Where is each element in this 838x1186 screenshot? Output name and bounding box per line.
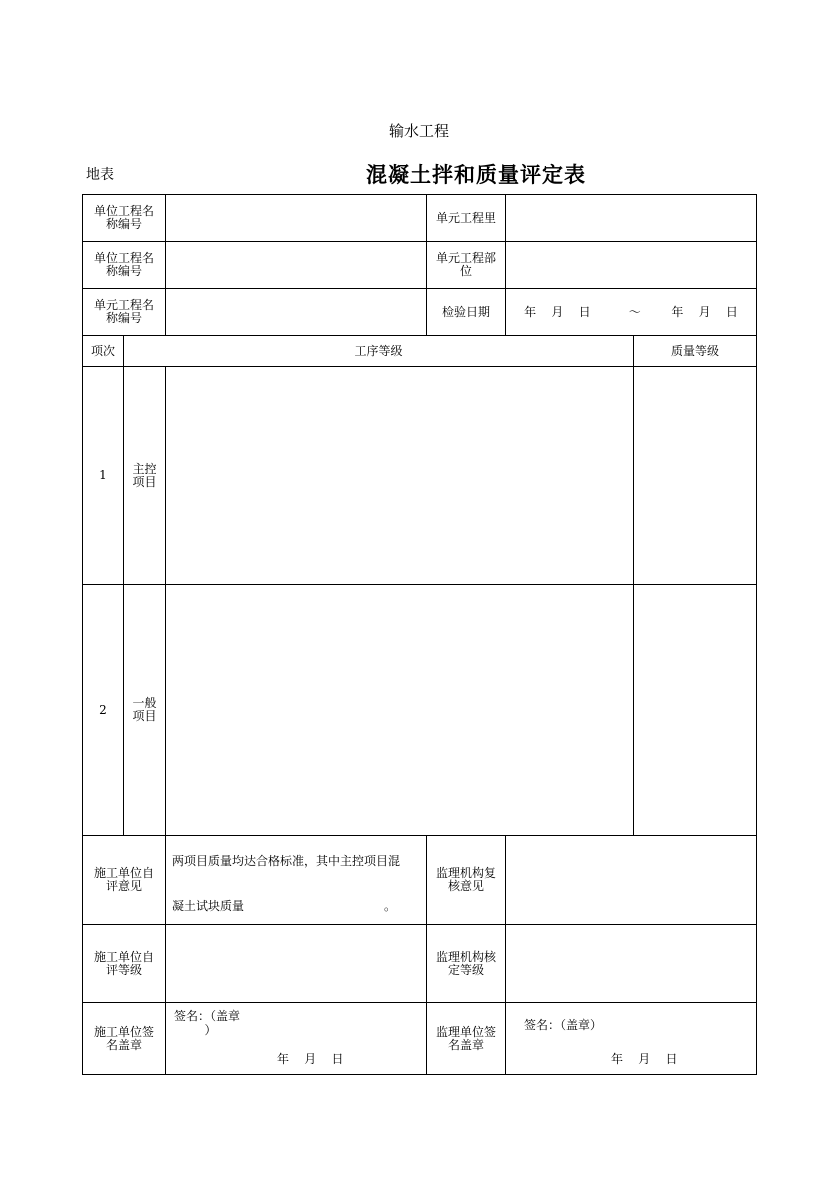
- element-project-location-label: 单元工程部 位: [435, 251, 496, 278]
- contractor-opinion-end: 。: [384, 899, 397, 913]
- contractor-grade-label: 施工单位自 评等级: [93, 949, 154, 977]
- form-code: 地表: [86, 167, 114, 183]
- element-project-quantity-label: 单元工程里: [435, 210, 496, 225]
- unit-project-name-value[interactable]: [170, 195, 425, 241]
- contractor-sign-date: 年 月 日: [277, 1052, 344, 1066]
- page-title: 混凝土拌和质量评定表: [366, 163, 586, 187]
- item-no-header: 项次: [90, 343, 115, 358]
- super-title: 输水工程: [388, 122, 449, 140]
- element-project-name-label: 单元工程名 称编号: [93, 298, 154, 325]
- contractor-opinion-label: 施工单位自 评意见: [93, 866, 154, 893]
- supervisor-sign-date: 年 月 日: [611, 1052, 678, 1066]
- item-2-quality-grade[interactable]: [634, 585, 756, 835]
- item-2-content[interactable]: [170, 585, 632, 835]
- process-grade-header: 工序等级: [354, 343, 403, 358]
- inspection-date-label: 检验日期: [441, 304, 490, 319]
- contractor-sign-label: 施工单位签 名盖章: [93, 1024, 154, 1052]
- item-1-number: 1: [99, 468, 107, 482]
- item-2-category: 一般 项目: [132, 696, 157, 723]
- supervisor-review-label: 监理机构复 核意见: [435, 866, 496, 893]
- element-project-name-value[interactable]: [170, 289, 425, 335]
- supervisor-review-value[interactable]: [510, 836, 755, 924]
- supervisor-grade-value[interactable]: [510, 925, 755, 1002]
- supervisor-grade-label: 监理机构核 定等级: [435, 949, 496, 977]
- item-1-quality-grade[interactable]: [634, 367, 756, 584]
- element-project-quantity-value[interactable]: [510, 195, 755, 241]
- item-2-number: 2: [99, 702, 107, 717]
- contractor-opinion-line2: 凝土试块质量: [172, 899, 245, 913]
- division-project-name-value[interactable]: [170, 242, 425, 288]
- supervisor-sign-label: 监理单位签 名盖章: [435, 1024, 496, 1052]
- item-1-category: 主控 项目: [132, 461, 157, 489]
- inspection-date-value[interactable]: 年 月 日 ～ 年 月 日: [524, 304, 738, 319]
- contractor-grade-value[interactable]: [170, 925, 425, 1002]
- supervisor-sign-text: 签名：（盖章）: [524, 1018, 603, 1032]
- division-project-name-label: 单位工程名 称编号: [93, 251, 154, 278]
- unit-project-name-label: 单位工程名 称编号: [93, 204, 154, 231]
- item-1-content[interactable]: [170, 367, 632, 584]
- contractor-sign-text: 签名：（盖章 ）: [174, 1009, 241, 1037]
- contractor-opinion-line1: 两项目质量均达合格标准，其中主控项目混: [172, 854, 401, 868]
- element-project-location-value[interactable]: [510, 242, 755, 288]
- quality-grade-header: 质量等级: [670, 343, 719, 358]
